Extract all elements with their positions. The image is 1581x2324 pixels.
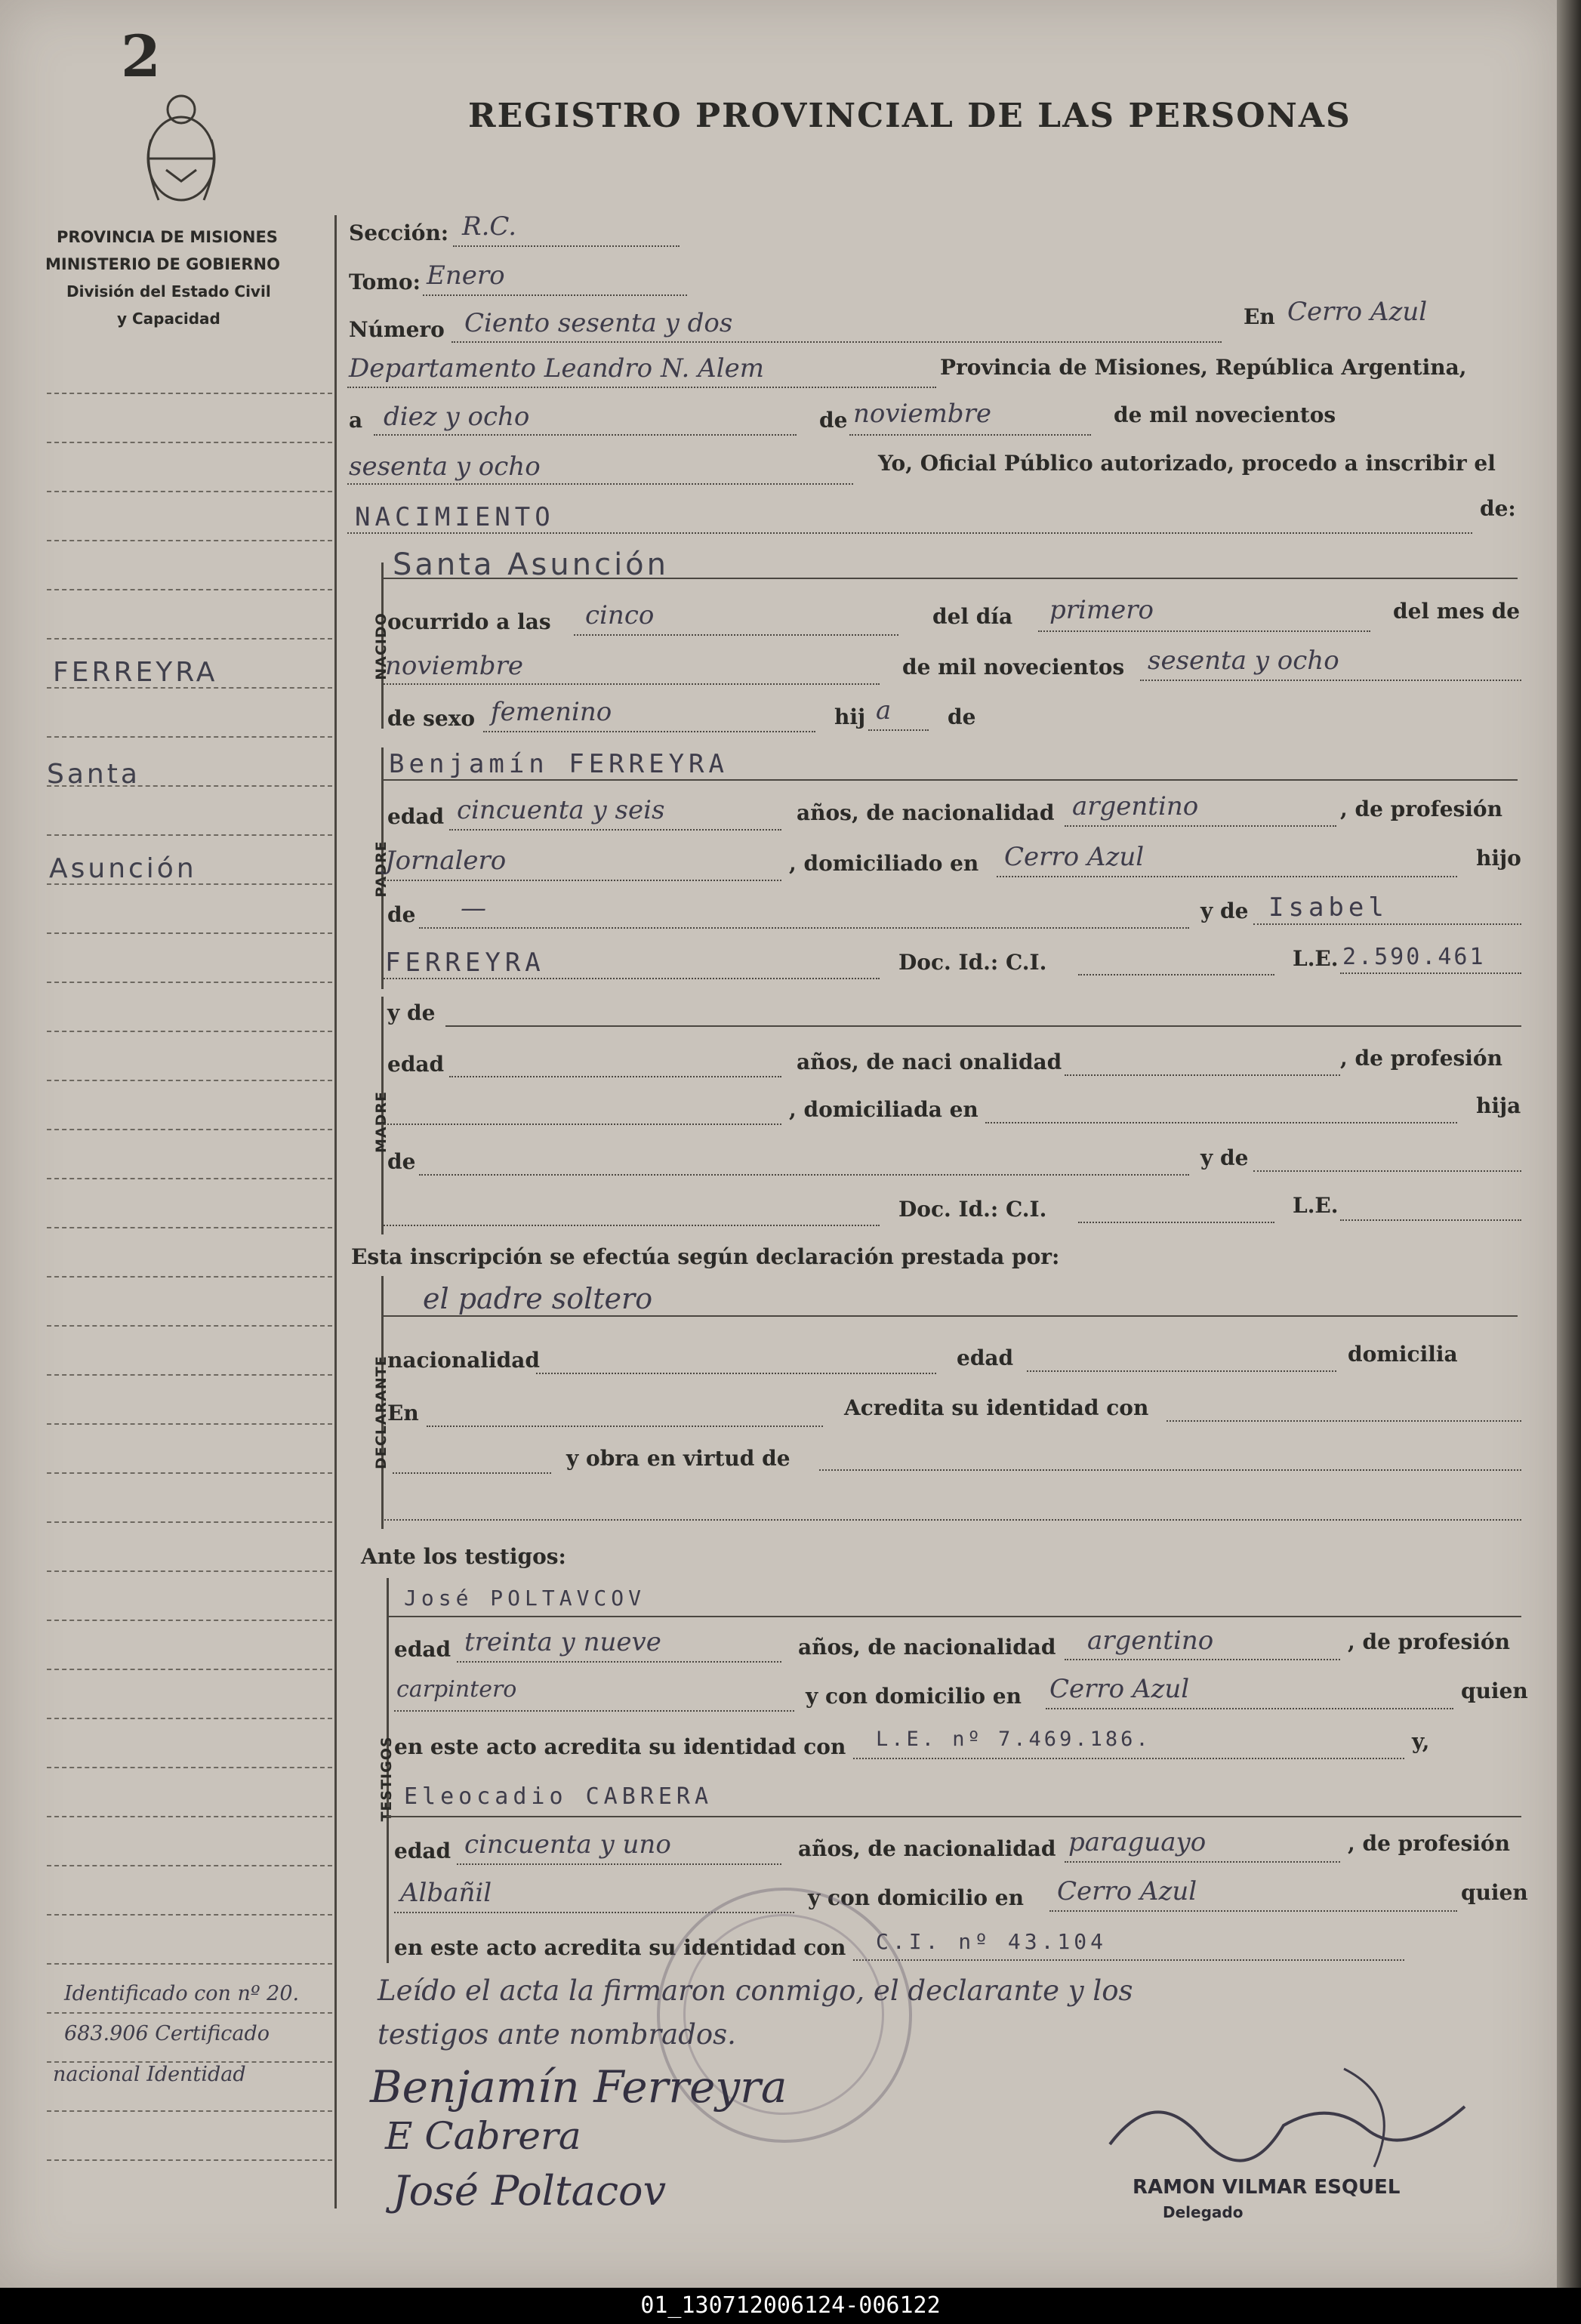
margin-rule (47, 736, 332, 738)
seccion-label: Sección: (349, 220, 449, 245)
coat-of-arms-icon (136, 87, 227, 215)
madre-edad-label: edad (387, 1052, 445, 1077)
testigo1-y-label: y, (1412, 1729, 1430, 1754)
dia-value: diez y ocho (384, 402, 530, 432)
closing-line-2: testigos ante nombrados. (378, 2018, 736, 2051)
testigo1-dom-label: y con domicilio en (806, 1684, 1022, 1709)
margin-rule (47, 1669, 332, 1670)
margin-rule (47, 1423, 332, 1425)
page-number: 2 (121, 23, 161, 90)
margin-rule (47, 442, 332, 443)
signature-testigo1: José Poltacov (393, 2167, 667, 2215)
testigo2-edad-label: edad (394, 1839, 451, 1863)
padre-prof-label: , de profesión (1340, 797, 1502, 821)
nacido-section-label: NACIDO (373, 612, 390, 680)
madre-apellido-line (381, 1225, 880, 1226)
madre-dom-label: , domiciliada en (789, 1097, 978, 1122)
testigo1-dom-line (1046, 1708, 1453, 1709)
signature-padre: Benjamín Ferreyra (370, 2061, 787, 2113)
padre-de-label: de (387, 902, 416, 927)
padre-nac-value: argentino (1072, 791, 1199, 821)
margin-rule (47, 1816, 332, 1817)
padre-le-line (1340, 972, 1521, 974)
declarante-domicilia-label: domicilia (1348, 1342, 1458, 1367)
padre-dom-line (997, 876, 1457, 877)
margin-rule (47, 1718, 332, 1719)
padre-edad-label: edad (387, 804, 445, 829)
sexo-line (483, 731, 815, 732)
padre-hijo-label: hijo (1476, 846, 1521, 871)
de-sexo-label: de sexo (387, 706, 476, 731)
declarante-doc-line (393, 1472, 551, 1474)
testigo2-value: Eleocadio CABRERA (404, 1783, 713, 1810)
madre-doc-label: Doc. Id.: C.I. (898, 1197, 1047, 1222)
hora-value: cinco (585, 600, 655, 630)
testigo1-line (387, 1616, 1521, 1617)
margin-rule (47, 1521, 332, 1523)
padre-nombre-value: Benjamín FERREYRA (389, 749, 729, 779)
oficial-cargo: Delegado (1163, 2203, 1244, 2221)
testigos-section-label: TESTIGOS (378, 1736, 395, 1822)
margin-rule (47, 1865, 332, 1866)
agency-line-3: División del Estado Civil (66, 282, 271, 301)
padre-nombre-line (381, 779, 1518, 781)
tipo-line (347, 532, 1472, 534)
madre-y-de-label: y de (387, 1000, 436, 1025)
margin-rule (47, 638, 332, 640)
margin-rule (47, 589, 332, 590)
margin-rule (47, 1767, 332, 1768)
testigo1-dom-value: Cerro Azul (1049, 1674, 1190, 1704)
footer-image-id: 01_130712006124-006122 (640, 2292, 941, 2319)
testigo1-nac-value: argentino (1087, 1626, 1214, 1656)
testigo1-edad-label: edad (394, 1637, 451, 1662)
margin-note-2: 683.906 Certificado (64, 2022, 270, 2045)
agency-line-2: MINISTERIO DE GOBIERNO (45, 255, 280, 273)
testigo2-edad-line (457, 1863, 781, 1865)
departamento-value: Departamento Leandro N. Alem (349, 353, 764, 384)
declarante-nac-label: nacionalidad (387, 1348, 540, 1373)
hij-label: hij (834, 704, 866, 729)
dia-nac-line (1038, 630, 1370, 632)
testigo1-prof-label: , de profesión (1348, 1629, 1510, 1654)
madre-edad-line (449, 1076, 781, 1077)
obra-line (819, 1469, 1521, 1471)
testigo2-acredita-label: en este acto acredita su identidad con (394, 1935, 846, 1960)
testigo2-prof-value: Albañil (400, 1878, 492, 1908)
testigo2-doc-line (853, 1959, 1404, 1961)
testigo1-doc-line (853, 1758, 1404, 1759)
testigo2-dom-line (1049, 1910, 1457, 1912)
margin-rule (47, 2110, 332, 2112)
madre-prof-line (381, 1123, 781, 1125)
madre-y-de-label-2: y de (1200, 1145, 1249, 1170)
anio-nac-value: sesenta y ocho (1148, 646, 1339, 676)
testigo2-quien-label: quien (1461, 1880, 1528, 1905)
de-colon-label: de: (1480, 496, 1516, 521)
dia-nac-value: primero (1049, 595, 1154, 625)
testigo1-doc-value: L.E. nº 7.469.186. (876, 1728, 1151, 1751)
declarante-en-line (427, 1426, 823, 1427)
madre-nombre-line (445, 1025, 1521, 1027)
padre-nac-line (1065, 825, 1336, 827)
en-value: Cerro Azul (1287, 297, 1428, 327)
madre-le-line (1340, 1219, 1521, 1221)
testigo1-edad-line (457, 1661, 781, 1663)
testigo2-nac-value: paraguayo (1068, 1827, 1207, 1857)
margin-rule (47, 1620, 332, 1621)
margin-surname: FERREYRA (53, 657, 218, 688)
padre-apellido-line (381, 978, 880, 979)
tomo-line (423, 294, 687, 296)
margin-rule (47, 932, 332, 934)
testigo1-prof-line (394, 1710, 794, 1712)
signature-oficial-icon (1087, 2054, 1480, 2190)
tomo-value: Enero (427, 260, 505, 291)
declarante-value: el padre soltero (423, 1282, 653, 1315)
margin-rule (47, 1374, 332, 1376)
margin-rule (47, 393, 332, 394)
margin-note-3: nacional Identidad (53, 2063, 246, 2086)
testigo1-nac-label: años, de nacionalidad (798, 1635, 1056, 1660)
numero-line (451, 341, 1222, 343)
oficial-name: RAMON VILMAR ESQUEL (1133, 2176, 1401, 2199)
testigo2-doc-value: C.I. nº 43.104 (876, 1929, 1108, 1954)
a-label: a (349, 408, 363, 433)
madre-y-de-line (1253, 1170, 1521, 1172)
testigos-label: Ante los testigos: (361, 1544, 566, 1569)
madre-hija-label: hija (1476, 1093, 1521, 1118)
padre-edad-value: cincuenta y seis (457, 795, 665, 825)
numero-value: Ciento sesenta y dos (464, 308, 733, 338)
margin-rule (47, 2012, 332, 2014)
seccion-line (453, 245, 680, 247)
de-label-2: de (948, 704, 976, 729)
margin-rule (47, 1914, 332, 1916)
padre-doc-label: Doc. Id.: C.I. (898, 950, 1047, 975)
madre-hija-de-line (419, 1174, 1189, 1176)
hora-line (574, 634, 898, 636)
mil-novecientos-label: de mil novecientos (1114, 402, 1336, 427)
madre-prof-label: , de profesión (1340, 1046, 1502, 1071)
declaracion-label: Esta inscripción se efectúa según declaración prestada por: (351, 1244, 1060, 1269)
margin-rule (47, 491, 332, 492)
provincia-label: Provincia de Misiones, República Argentina, (940, 355, 1467, 380)
padre-nac-label: años, de nacionalidad (797, 800, 1055, 825)
margin-rule (47, 1325, 332, 1327)
margin-rule (47, 1570, 332, 1572)
padre-prof-value: Jornalero (385, 846, 507, 876)
madre-nac-line (1065, 1074, 1340, 1076)
mes-nac-line (381, 683, 880, 685)
acredita-line (1166, 1420, 1521, 1422)
testigo2-prof-label: , de profesión (1348, 1831, 1510, 1856)
padre-le-value: 2.590.461 (1342, 944, 1486, 970)
column-divider (334, 215, 337, 2208)
margin-rule (47, 1080, 332, 1081)
de-label: de (819, 408, 848, 433)
sexo-value: femenino (491, 697, 612, 727)
hij-suffix: a (876, 695, 892, 726)
acredita-label: Acredita su identidad con (844, 1395, 1149, 1420)
yo-oficial-label: Yo, Oficial Público autorizado, procedo a inscribir el (878, 451, 1496, 476)
testigo1-value: José POLTAVCOV (404, 1586, 646, 1610)
anio-value: sesenta y ocho (349, 452, 541, 482)
obra-label: y obra en virtud de (566, 1446, 790, 1471)
hij-line (868, 729, 929, 731)
numero-label: Número (349, 317, 445, 342)
padre-dom-label: , domiciliado en (789, 851, 979, 876)
padre-prof-line (381, 880, 781, 881)
madre-le-label: L.E. (1293, 1193, 1339, 1218)
testigo1-acredita-label: en este acto acredita su identidad con (394, 1734, 846, 1759)
padre-y-de-value: Isabel (1268, 892, 1388, 923)
madre-de-label: de (387, 1149, 416, 1174)
padre-le-label: L.E. (1293, 946, 1339, 971)
ocurrido-label: ocurrido a las (387, 609, 551, 634)
madre-section-label: MADRE (373, 1091, 390, 1153)
agency-line-1: PROVINCIA DE MISIONES (57, 228, 278, 246)
testigo2-dom-label: y con domicilio en (808, 1885, 1024, 1910)
declarante-extra-line (381, 1519, 1521, 1521)
testigo2-nac-label: años, de nacionalidad (798, 1836, 1056, 1861)
padre-y-de-line (1253, 923, 1521, 925)
testigo1-quien-label: quien (1461, 1678, 1528, 1703)
departamento-line (347, 387, 936, 388)
signature-testigo2: E Cabrera (385, 2114, 581, 2158)
mes-line (849, 434, 1091, 436)
margin-rule (47, 540, 332, 541)
tomo-label: Tomo: (349, 270, 421, 294)
padre-ci-line (1078, 974, 1274, 976)
agency-line-4: y Capacidad (117, 310, 220, 328)
margin-rule (47, 2159, 332, 2161)
testigo1-edad-value: treinta y nueve (464, 1627, 661, 1657)
madre-nac-label: años, de naci onalidad (797, 1049, 1062, 1074)
padre-hijo-de-line (419, 927, 1189, 929)
en-label: En (1244, 304, 1275, 329)
padre-apellido-value: FERREYRA (385, 948, 545, 978)
testigo1-nac-line (1065, 1659, 1340, 1660)
declarante-line (381, 1315, 1518, 1317)
margin-rule (47, 1227, 332, 1228)
margin-rule (47, 1178, 332, 1179)
del-mes-label: del mes de (1393, 599, 1521, 624)
margin-rule (47, 1129, 332, 1130)
page-edge (1557, 0, 1581, 2288)
margin-note-1: Identificado con nº 20. (64, 1982, 300, 2005)
anio-line (347, 483, 853, 485)
page-title: REGISTRO PROVINCIAL DE LAS PERSONAS (468, 97, 1351, 135)
closing-line-1: Leído el acta la firmaron conmigo, el declarante y los (378, 1974, 1133, 2007)
padre-edad-line (449, 829, 781, 831)
declarante-nac-line (536, 1373, 936, 1374)
margin-rule (47, 1963, 332, 1965)
padre-hijo-de-value: — (461, 893, 486, 923)
madre-dom-line (985, 1122, 1457, 1123)
mes-value: noviembre (853, 399, 991, 429)
declarante-edad-line (1027, 1370, 1336, 1372)
margin-rule (47, 982, 332, 983)
margin-rule (47, 1472, 332, 1474)
mes-nac-value: noviembre (385, 651, 523, 681)
declarante-edad-label: edad (957, 1345, 1014, 1370)
declarante-section-label: DECLARANTE (373, 1355, 390, 1469)
margin-rule (47, 1276, 332, 1278)
anio-nac-line (1140, 680, 1521, 681)
padre-section-label: PADRE (373, 840, 390, 898)
margin-name-1: Santa (47, 759, 140, 790)
tipo-value: NACIMIENTO (355, 502, 555, 532)
declarante-en-label: En (387, 1401, 419, 1426)
dia-line (374, 434, 797, 436)
margin-name-2: Asunción (49, 853, 197, 884)
del-dia-label: del día (932, 604, 1013, 629)
nombre-value: Santa Asunción (393, 547, 669, 582)
testigo2-edad-value: cincuenta y uno (464, 1829, 671, 1860)
padre-dom-value: Cerro Azul (1004, 842, 1145, 872)
margin-rule (47, 834, 332, 836)
padre-y-de-label: y de (1200, 898, 1249, 923)
madre-ci-line (1078, 1222, 1274, 1223)
margin-rule (47, 1031, 332, 1032)
testigo1-prof-value: carpintero (396, 1676, 517, 1703)
testigo2-nac-line (1065, 1861, 1340, 1863)
de-mil-nov-label: de mil novecientos (902, 655, 1125, 680)
testigo2-dom-value: Cerro Azul (1057, 1876, 1197, 1906)
seccion-value: R.C. (462, 211, 517, 242)
testigo2-line (387, 1816, 1521, 1817)
